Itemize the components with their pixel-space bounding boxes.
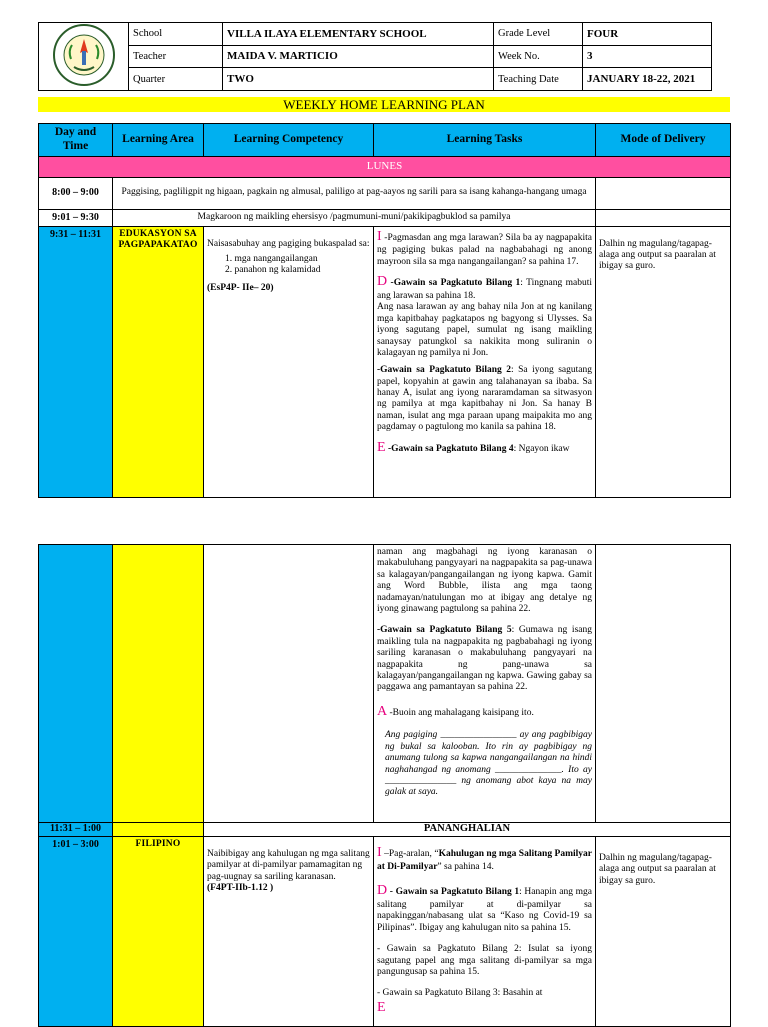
table-row [39,177,731,209]
learning-tasks-cell [374,545,596,823]
competency-item: 2. panahon ng kalamidad [225,265,321,276]
letter-e: E [377,999,386,1015]
letter-d: D [377,883,388,899]
time-cell: 9:31 – 11:31 [39,226,113,497]
task-development: D -Gawain sa Pagkatuto Bilang 1: Tingnang mabuti ang larawan sa pahina 18. [377,274,592,301]
task-gawain-5: -Gawain sa Pagkatuto Bilang 5: Gumawa ng isang maikling tula na nagpapakita ng pagbabahagi ng iyong sariling karanasan o makabuluhang pangyayari na nagpapakita ng pang-unawa sa kalagayan/pangangailangan ng kapwa. Gawing gabay sa paggawa ang pamantayan sa pahina 22. [377,625,592,693]
task-gawain-3: - Gawain sa Pagkatuto Bilang 3: Basahin at [377,988,543,999]
quarter-value: TWO [223,68,494,91]
grade-level-label: Grade Level [494,23,583,46]
competency-code: (F4PT-IIb-1.12 ) [207,883,274,894]
letter-e: E [377,439,386,455]
col-learning-area: Learning Area [113,124,204,157]
col-mode-of-delivery: Mode of Delivery [596,124,731,157]
empty-cell [596,209,731,226]
competency-text: Naisasabuhay ang pagiging bukaspalad sa: [207,238,370,249]
table-row [39,226,731,497]
task-introduction: I –Pag-aralan, “Kahulugan ng mga Salitang Pamilyar at Di-Pamilyar” sa pahina 14. [377,845,592,872]
page-gap [0,506,768,540]
task-introduction: I -Pagmasdan ang mga larawan? Sila ba ay nagpapakita ng pagiging bukas palad na nagbabahagi ng anong mayroon sila sa mga nangangailangan? sa pahina 17. [377,228,592,267]
table-header-row [39,124,731,157]
table-row [39,545,731,823]
day-label: LUNES [39,156,731,177]
learning-area-cell: EDUKASYON SA PAGPAPAKATAO [113,226,204,497]
teaching-date-value: JANUARY 18-22, 2021 [583,68,712,91]
col-day-time: Day and Time [39,124,113,157]
week-label: Week No. [494,45,583,68]
teacher-label: Teacher [129,45,223,68]
task-fill-in-blank: Ang pagiging ________________ ay ang pagbibigay ng bukal sa kalooban. Ito rin ay pagbibigay ng anumang tulong sa kapwa nangangailangan na hindi naghahangad ng anomang ______________. Ito ay _______________ ng anomang abot kaya na may galak at saya. [385,730,592,798]
time-cell [39,545,113,823]
competency-code: (EsP4P- IIe– 20) [207,282,274,293]
task-assimilation: A -Buoin ang mahalagang kaisipang ito. [377,703,534,719]
letter-i: I [377,845,382,860]
learning-area-cell: FILIPINO [113,837,204,1027]
competency-cell [204,226,374,497]
task-development-detail: Ang nasa larawan ay ang bahay nila Jon at ng kanilang mga kapitbahay pagkatapos ng bagyong si Ulysses. Sa iyong sagutang papel, sumulat ng isang maikling sanaysay patungkol sa nakikita mong suliranin o kalagayan ng pamilya ni Jon. [377,302,592,358]
letter-i: I [377,228,382,244]
school-seal-icon [44,23,124,87]
empty-cell [596,177,731,209]
time-cell: 11:31 – 1:00 [39,823,113,837]
mode-cell [596,545,731,823]
col-learning-tasks: Learning Tasks [374,124,596,157]
time-cell: 9:01 – 9:30 [39,209,113,226]
document-page-2 [0,540,768,1024]
school-logo [39,23,129,91]
task-gawain-2: - Gawain sa Pagkatuto Bilang 2: Isulat sa iyong sagutang papel ang mga salitang di-pamilyar sa mga pangungusap sa pahina 15. [377,944,592,977]
learning-plan-table [38,123,731,498]
competency-cell [204,837,374,1027]
school-value: VILLA ILAYA ELEMENTARY SCHOOL [223,23,494,46]
table-row [39,837,731,1027]
table-row [39,209,731,226]
week-value: 3 [583,45,712,68]
mode-cell [596,837,731,1027]
task-development: D - Gawain sa Pagkatuto Bilang 1: Hanapin ang mga salitang pamilyar at di-pamilyar sa napakinggan/nabasang ulat sa “Kaso ng Covid-19 sa Pilipinas”. Ibigay ang kahulugan nito sa pahina 15. [377,883,592,933]
letter-a: A [377,703,388,719]
plan-title-banner: WEEKLY HOME LEARNING PLAN [38,97,730,112]
mode-text: Dalhin ng magulang/tagapag-alaga ang output sa paaralan at ibigay sa guro. [599,238,716,272]
task-engagement-continued: naman ang magbahagi ng iyong karanasan o makabuluhang pangyayari na nagpapakita sa pag-unawa sa kalagayan/pangangailangan ng iyong kapwa. Gamit ang Word Bubble, ilista ang mga taong nadamayan/natulungan mo at ibigay ang detalye ng iyong ginawang pagtulong sa pahina 22. [377,547,592,614]
day-row [39,156,731,177]
teaching-date-label: Teaching Date [494,68,583,91]
table-row [39,823,731,837]
learning-area-cell [113,545,204,823]
quarter-label: Quarter [129,68,223,91]
grade-level-value: FOUR [583,23,712,46]
activity-cell: Magkaroon ng maikling ehersisyo /pagmumuni-muni/pakikipagbuklod sa pamilya [113,209,596,226]
learning-tasks-cell [374,226,596,497]
learning-tasks-cell [374,837,596,1027]
letter-d: D [377,274,388,290]
task-engagement: E -Gawain sa Pagkatuto Bilang 4: Ngayon ikaw [377,439,570,455]
lunch-label: PANANGHALIAN [204,823,731,837]
school-label: School [129,23,223,46]
competency-item: 1. mga nangangailangan [225,253,318,264]
learning-area-cell [113,823,204,837]
competency-cell [204,545,374,823]
col-learning-competency: Learning Competency [204,124,374,157]
competency-text: Naibibigay ang kahulugan ng mga salitang pamilyar at di-pamilyar pamamagitan ng pag-uugnay sa sariling karanasan. [207,849,370,882]
school-info-table [38,22,712,91]
task-gawain-2: -Gawain sa Pagkatuto Bilang 2: Sa iyong sagutang papel, kopyahin at gawin ang talahanayan sa ibaba. Sa hanay A, isulat ang iyong nararamdaman sa sitwasyon ng pamilya at mga kapitbahay ni Jon. Sa hanay B naman, isulat ang mga paraan upang maipakita mo ang pagdamay o pagtulong mo kanila sa pahina 18. [377,365,592,433]
learning-plan-table-continued [38,544,731,1027]
mode-text: Dalhin ng magulang/tagapag-alaga ang output sa paaralan at ibigay sa guro. [599,853,716,886]
teacher-value: MAIDA V. MARTICIO [223,45,494,68]
time-cell: 1:01 – 3:00 [39,837,113,1027]
time-cell: 8:00 – 9:00 [39,177,113,209]
document-page-1 [0,0,768,506]
task-engagement [377,1000,592,1017]
activity-cell: Paggising, pagliligpit ng higaan, pagkain ng almusal, paliligo at pag-aayos ng sarili para sa isang kahanga-hangang umaga [113,177,596,209]
mode-cell [596,226,731,497]
